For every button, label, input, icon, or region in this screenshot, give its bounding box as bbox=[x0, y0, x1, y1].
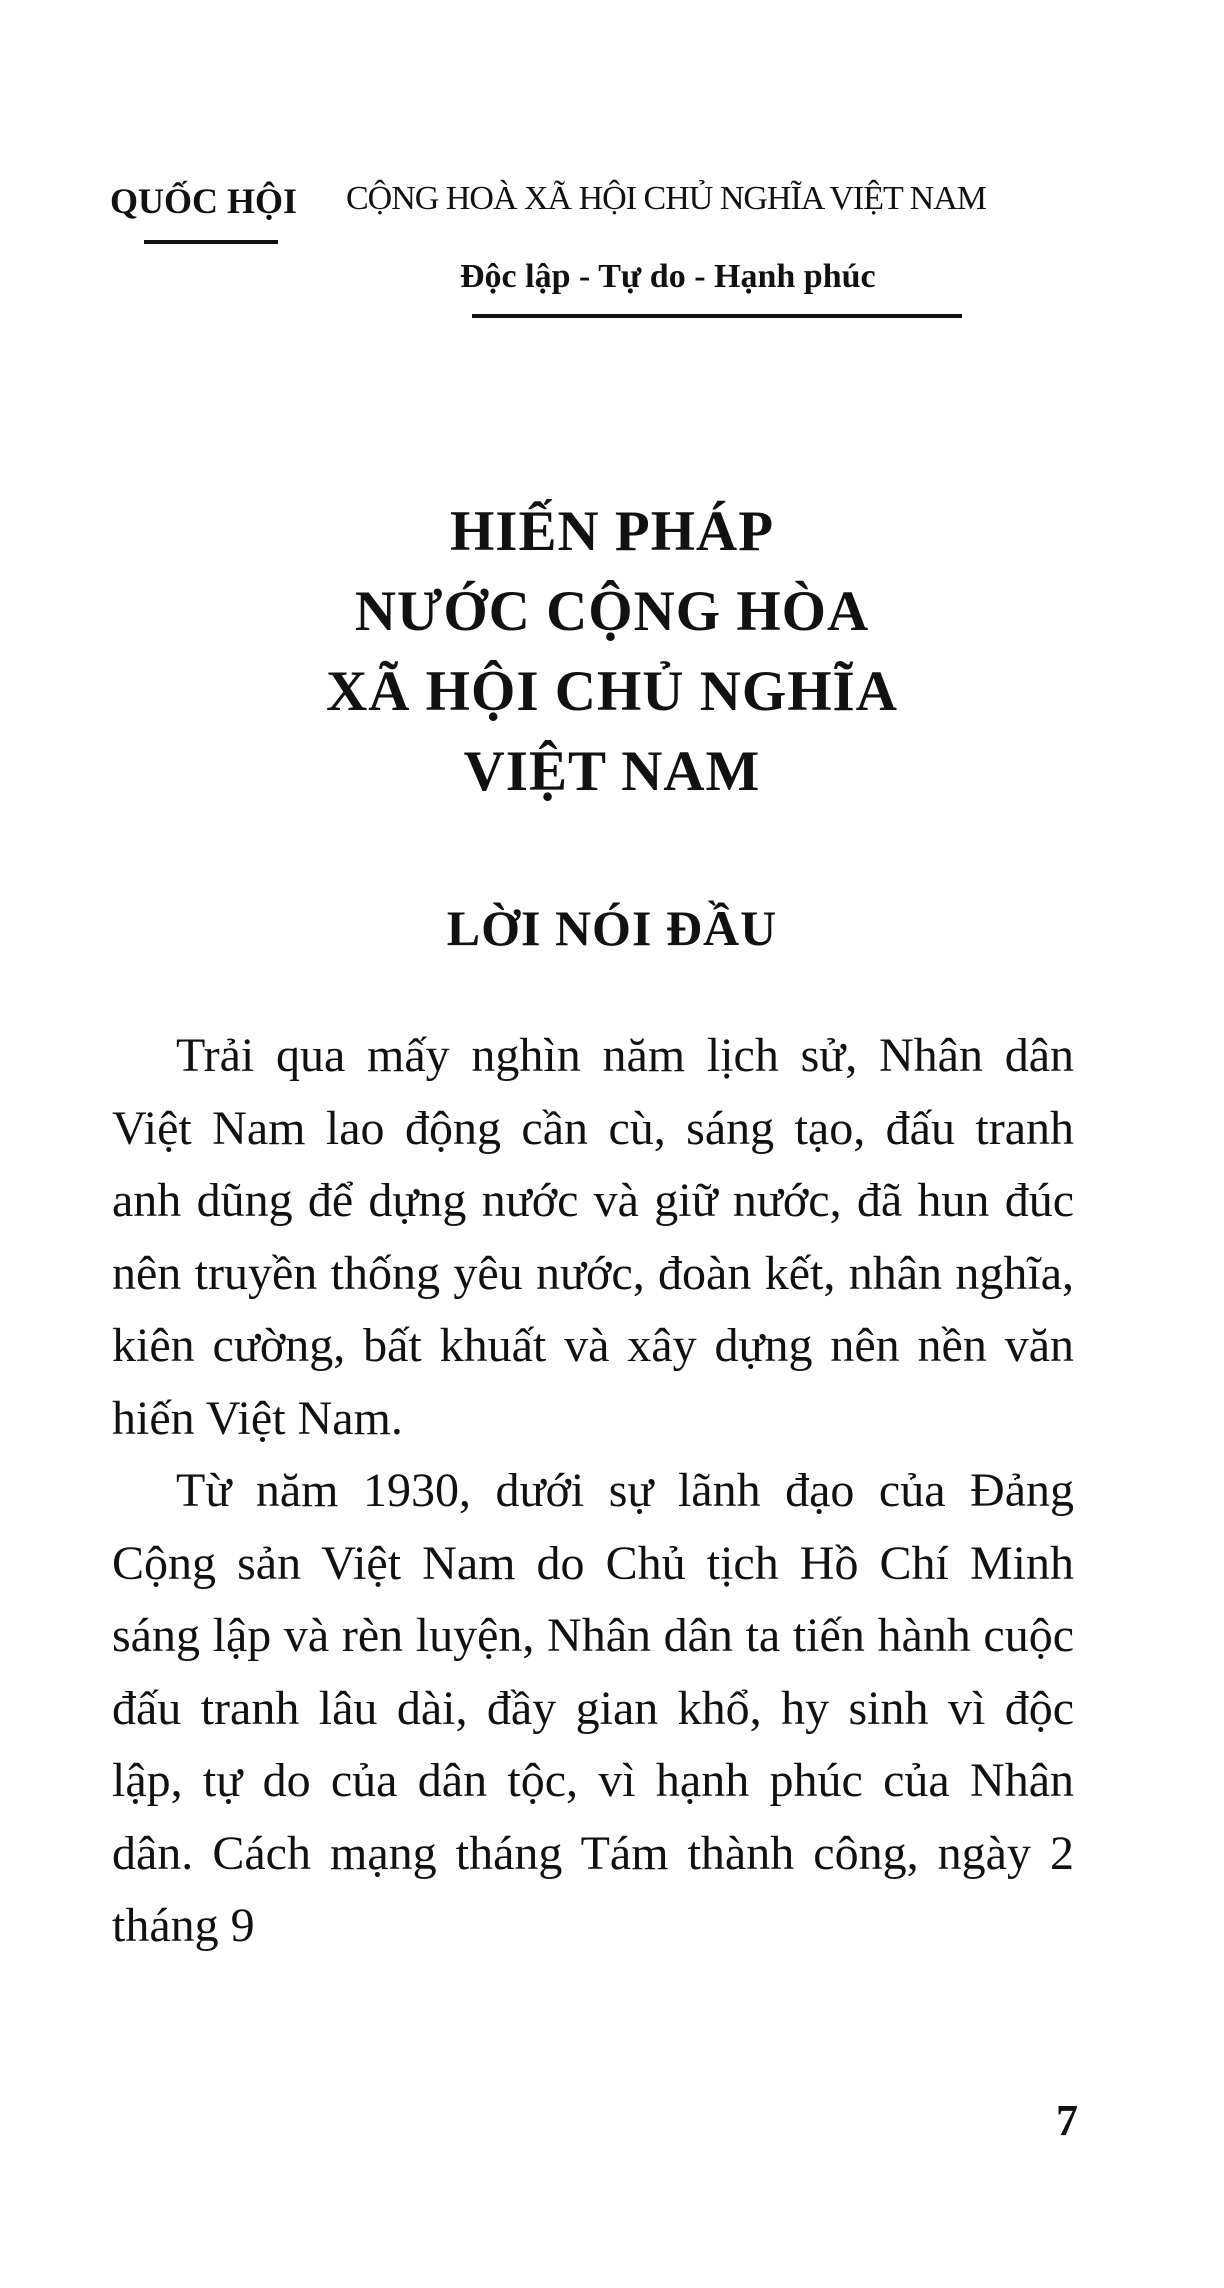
motto-underline bbox=[472, 314, 962, 318]
paragraph: Trải qua mấy nghìn năm lịch sử, Nhân dân Việt Nam lao động cần cù, sáng tạo, đấu tranh anh dũng để dựng nước và giữ nước, đã hun đúc nên truyền thống yêu nước, đoàn kết, nhân nghĩa, kiên cường, bất khuất và xây dựng nên nền văn hiến Việt Nam. bbox=[112, 1029, 1074, 1445]
document-title bbox=[0, 492, 1224, 812]
title-line: XÃ HỘI CHỦ NGHĨA bbox=[326, 660, 898, 723]
body-text bbox=[112, 1020, 1074, 1963]
paragraph: Từ năm 1930, dưới sự lãnh đạo của Đảng Cộng sản Việt Nam do Chủ tịch Hồ Chí Minh sáng lập và rèn luyện, Nhân dân ta tiến hành cuộc đấu tranh lâu dài, đầy gian khổ, hy sinh vì độc lập, tự do của dân tộc, vì hạnh phúc của Nhân dân. Cách mạng tháng Tám thành công, ngày 2 tháng 9 bbox=[112, 1464, 1074, 1952]
page-number: 7 bbox=[1056, 2096, 1078, 2145]
issuer-underline bbox=[144, 240, 278, 244]
title-line: NƯỚC CỘNG HÒA bbox=[354, 580, 870, 643]
title-line: HIẾN PHÁP bbox=[449, 500, 775, 563]
title-line: VIỆT NAM bbox=[463, 740, 761, 803]
section-heading: LỜI NÓI ĐẦU bbox=[446, 900, 778, 956]
issuer-label: QUỐC HỘI bbox=[110, 181, 298, 221]
country-name: CỘNG HOÀ XÃ HỘI CHỦ NGHĨA VIỆT NAM bbox=[346, 180, 987, 217]
national-motto: Độc lập - Tự do - Hạnh phúc bbox=[460, 258, 876, 295]
